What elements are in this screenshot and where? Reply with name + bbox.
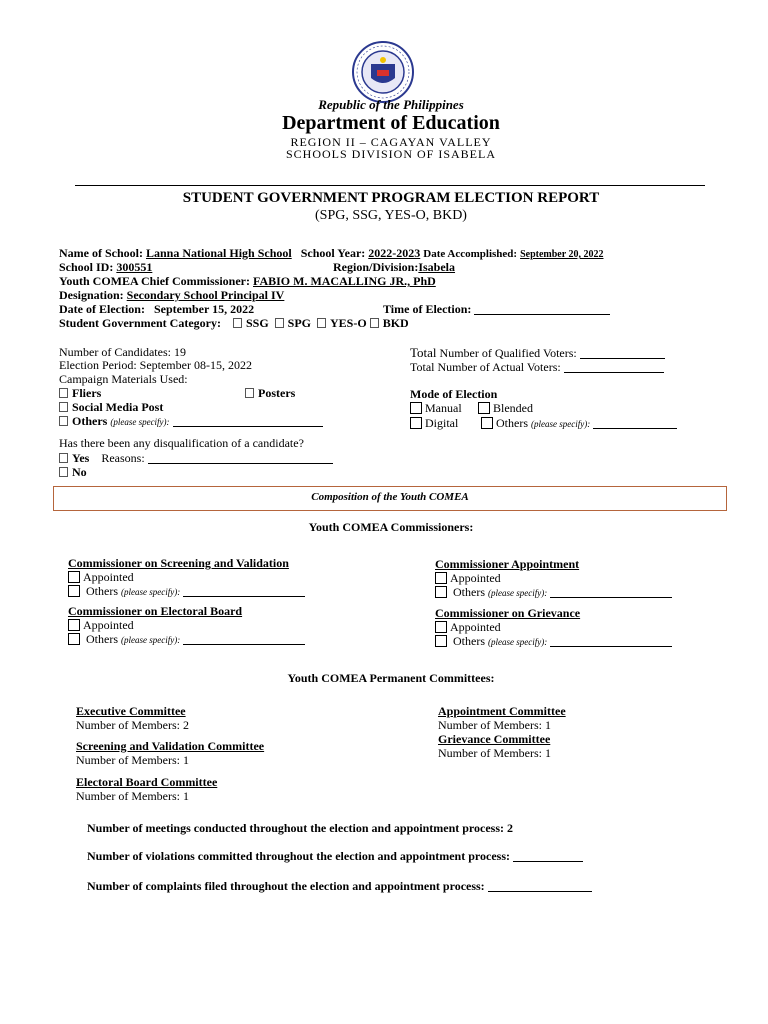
school-name: Lanna National High School bbox=[146, 246, 292, 260]
complaints-row: Number of complaints filed throughout the election and appointment process: bbox=[87, 879, 592, 894]
checkbox-icon bbox=[435, 635, 447, 647]
region-row: Region/Division:Isabela bbox=[333, 260, 456, 274]
mode-others-field[interactable] bbox=[593, 417, 677, 429]
checkbox-icon bbox=[59, 402, 68, 412]
grievance-title: Commissioner on Grievance bbox=[435, 606, 581, 620]
checkbox-icon bbox=[59, 453, 68, 463]
electoral-others-field[interactable] bbox=[183, 633, 305, 645]
mode-label: Mode of Election bbox=[410, 387, 498, 401]
designation: Secondary School Principal IV bbox=[126, 288, 285, 302]
checkbox-icon bbox=[410, 402, 422, 414]
school-year: 2022-2023 bbox=[368, 246, 421, 260]
appointment-title: Commissioner Appointment bbox=[435, 557, 580, 571]
category-ssg[interactable]: SSG bbox=[233, 316, 269, 330]
header-divider bbox=[75, 185, 705, 186]
checkbox-icon bbox=[481, 417, 493, 429]
mode-manual[interactable]: Manual bbox=[410, 401, 462, 416]
category-row: Student Government Category: SSG SPG YES-O BKD bbox=[59, 316, 409, 330]
electoral-committee-title: Electoral Board Committee bbox=[76, 775, 218, 789]
checkbox-icon bbox=[370, 318, 379, 328]
checkbox-icon bbox=[245, 388, 254, 398]
screening-others[interactable]: Others (please specify): bbox=[68, 584, 305, 599]
appointment-others-field[interactable] bbox=[550, 586, 672, 598]
executive-committee-members: Number of Members: 2 bbox=[76, 718, 189, 732]
school-id: 300551 bbox=[116, 260, 153, 274]
division-line: SCHOOLS DIVISION OF ISABELA bbox=[285, 147, 496, 161]
material-posters[interactable]: Posters bbox=[245, 386, 295, 401]
material-fliers[interactable]: Fliers bbox=[59, 386, 101, 401]
report-subtitle: (SPG, SSG, YES-O, BKD) bbox=[315, 208, 467, 223]
grievance-committee-title: Grievance Committee bbox=[438, 732, 551, 746]
screening-appointed[interactable]: Appointed bbox=[68, 570, 134, 585]
composition-title: Composition of the Youth COMEA bbox=[311, 491, 469, 503]
executive-committee-title: Executive Committee bbox=[76, 704, 186, 718]
grievance-committee-members: Number of Members: 1 bbox=[438, 746, 551, 760]
actual-voters-field[interactable] bbox=[564, 361, 664, 373]
electoral-others[interactable]: Others (please specify): bbox=[68, 632, 305, 647]
disqualification-yes[interactable]: Yes Reasons: bbox=[59, 451, 333, 466]
checkbox-icon bbox=[478, 402, 490, 414]
region-line: REGION II – CAGAYAN VALLEY bbox=[290, 135, 492, 149]
material-social-media[interactable]: Social Media Post bbox=[59, 400, 163, 415]
appointment-appointed[interactable]: Appointed bbox=[435, 571, 501, 586]
appointment-committee-members: Number of Members: 1 bbox=[438, 718, 551, 732]
chief-commissioner: FABIO M. MACALLING JR., PhD bbox=[253, 274, 436, 288]
region-division: Isabela bbox=[418, 260, 456, 274]
checkbox-icon bbox=[59, 416, 68, 426]
election-time-row: Time of Election: bbox=[383, 302, 610, 317]
republic-line: Republic of the Philippines bbox=[318, 97, 464, 112]
checkbox-icon bbox=[68, 585, 80, 597]
department-title: Department of Education bbox=[282, 112, 500, 134]
qualified-voters-field[interactable] bbox=[580, 347, 665, 359]
checkbox-icon bbox=[435, 586, 447, 598]
checkbox-icon bbox=[68, 571, 80, 583]
appointment-committee-title: Appointment Committee bbox=[438, 704, 566, 718]
complaints-field[interactable] bbox=[488, 880, 592, 892]
checkbox-icon bbox=[275, 318, 284, 328]
mode-digital[interactable]: Digital bbox=[410, 416, 458, 431]
actual-voters: Total Number of Actual Voters: bbox=[410, 360, 664, 375]
candidates-count: Number of Candidates: 19 bbox=[59, 345, 186, 359]
committees-title: Youth COMEA Permanent Committees: bbox=[287, 671, 495, 685]
date-accomplished: September 20, 2022 bbox=[520, 249, 604, 260]
materials-label: Campaign Materials Used: bbox=[59, 372, 188, 386]
report-title: STUDENT GOVERNMENT PROGRAM ELECTION REPORT bbox=[182, 190, 600, 206]
screening-others-field[interactable] bbox=[183, 585, 305, 597]
school-id-row: School ID: 300551 bbox=[59, 260, 153, 274]
checkbox-icon bbox=[59, 467, 68, 477]
checkbox-icon bbox=[59, 388, 68, 398]
materials-others-field[interactable] bbox=[173, 415, 323, 427]
disqualification-question: Has there been any disqualification of a candidate? bbox=[59, 436, 304, 450]
election-date: September 15, 2022 bbox=[153, 302, 255, 316]
electoral-appointed[interactable]: Appointed bbox=[68, 618, 134, 633]
checkbox-icon bbox=[68, 633, 80, 645]
screening-validation-title: Commissioner on Screening and Validation bbox=[68, 556, 289, 570]
category-bkd[interactable]: BKD bbox=[370, 316, 409, 330]
screening-committee-title: Screening and Validation Committee bbox=[76, 739, 265, 753]
violations-field[interactable] bbox=[513, 850, 583, 862]
disqualification-no[interactable]: No bbox=[59, 465, 87, 480]
checkbox-icon bbox=[435, 572, 447, 584]
chief-commissioner-row: Youth COMEA Chief Commissioner: FABIO M. MACALLING JR., PhD bbox=[59, 274, 436, 288]
material-others[interactable]: Others (please specify): bbox=[59, 414, 323, 429]
election-period: Election Period: September 08-15, 2022 bbox=[59, 358, 252, 372]
commissioners-title: Youth COMEA Commissioners: bbox=[308, 520, 474, 534]
violations-row: Number of violations committed throughout the election and appointment process: bbox=[87, 849, 583, 864]
checkbox-icon bbox=[68, 619, 80, 631]
screening-committee-members: Number of Members: 1 bbox=[76, 753, 189, 767]
meetings-count: Number of meetings conducted throughout the election and appointment process: 2 bbox=[87, 821, 514, 835]
reasons-field[interactable] bbox=[148, 452, 333, 464]
deped-seal bbox=[351, 40, 415, 104]
checkbox-icon bbox=[410, 417, 422, 429]
category-spg[interactable]: SPG bbox=[275, 316, 311, 330]
category-yeso[interactable]: YES-O bbox=[317, 316, 367, 330]
election-time-field[interactable] bbox=[474, 303, 610, 315]
mode-others[interactable]: Others (please specify): bbox=[481, 416, 677, 431]
checkbox-icon bbox=[233, 318, 242, 328]
grievance-others-field[interactable] bbox=[550, 635, 672, 647]
school-row: Name of School: Lanna National High School School Year: 2022-2023 Date Accomplished: September 20, 2022 bbox=[59, 246, 604, 260]
electoral-committee-members: Number of Members: 1 bbox=[76, 789, 189, 803]
checkbox-icon bbox=[435, 621, 447, 633]
grievance-appointed[interactable]: Appointed bbox=[435, 620, 501, 635]
electoral-board-title: Commissioner on Electoral Board bbox=[68, 604, 243, 618]
qualified-voters: Total Number of Qualified Voters: bbox=[410, 345, 665, 361]
election-date-row: Date of Election: September 15, 2022 bbox=[59, 302, 255, 316]
checkbox-icon bbox=[317, 318, 326, 328]
designation-row: Designation: Secondary School Principal IV bbox=[59, 288, 285, 302]
mode-blended[interactable]: Blended bbox=[478, 401, 533, 416]
appointment-others[interactable]: Others (please specify): bbox=[435, 585, 672, 600]
grievance-others[interactable]: Others (please specify): bbox=[435, 634, 672, 649]
